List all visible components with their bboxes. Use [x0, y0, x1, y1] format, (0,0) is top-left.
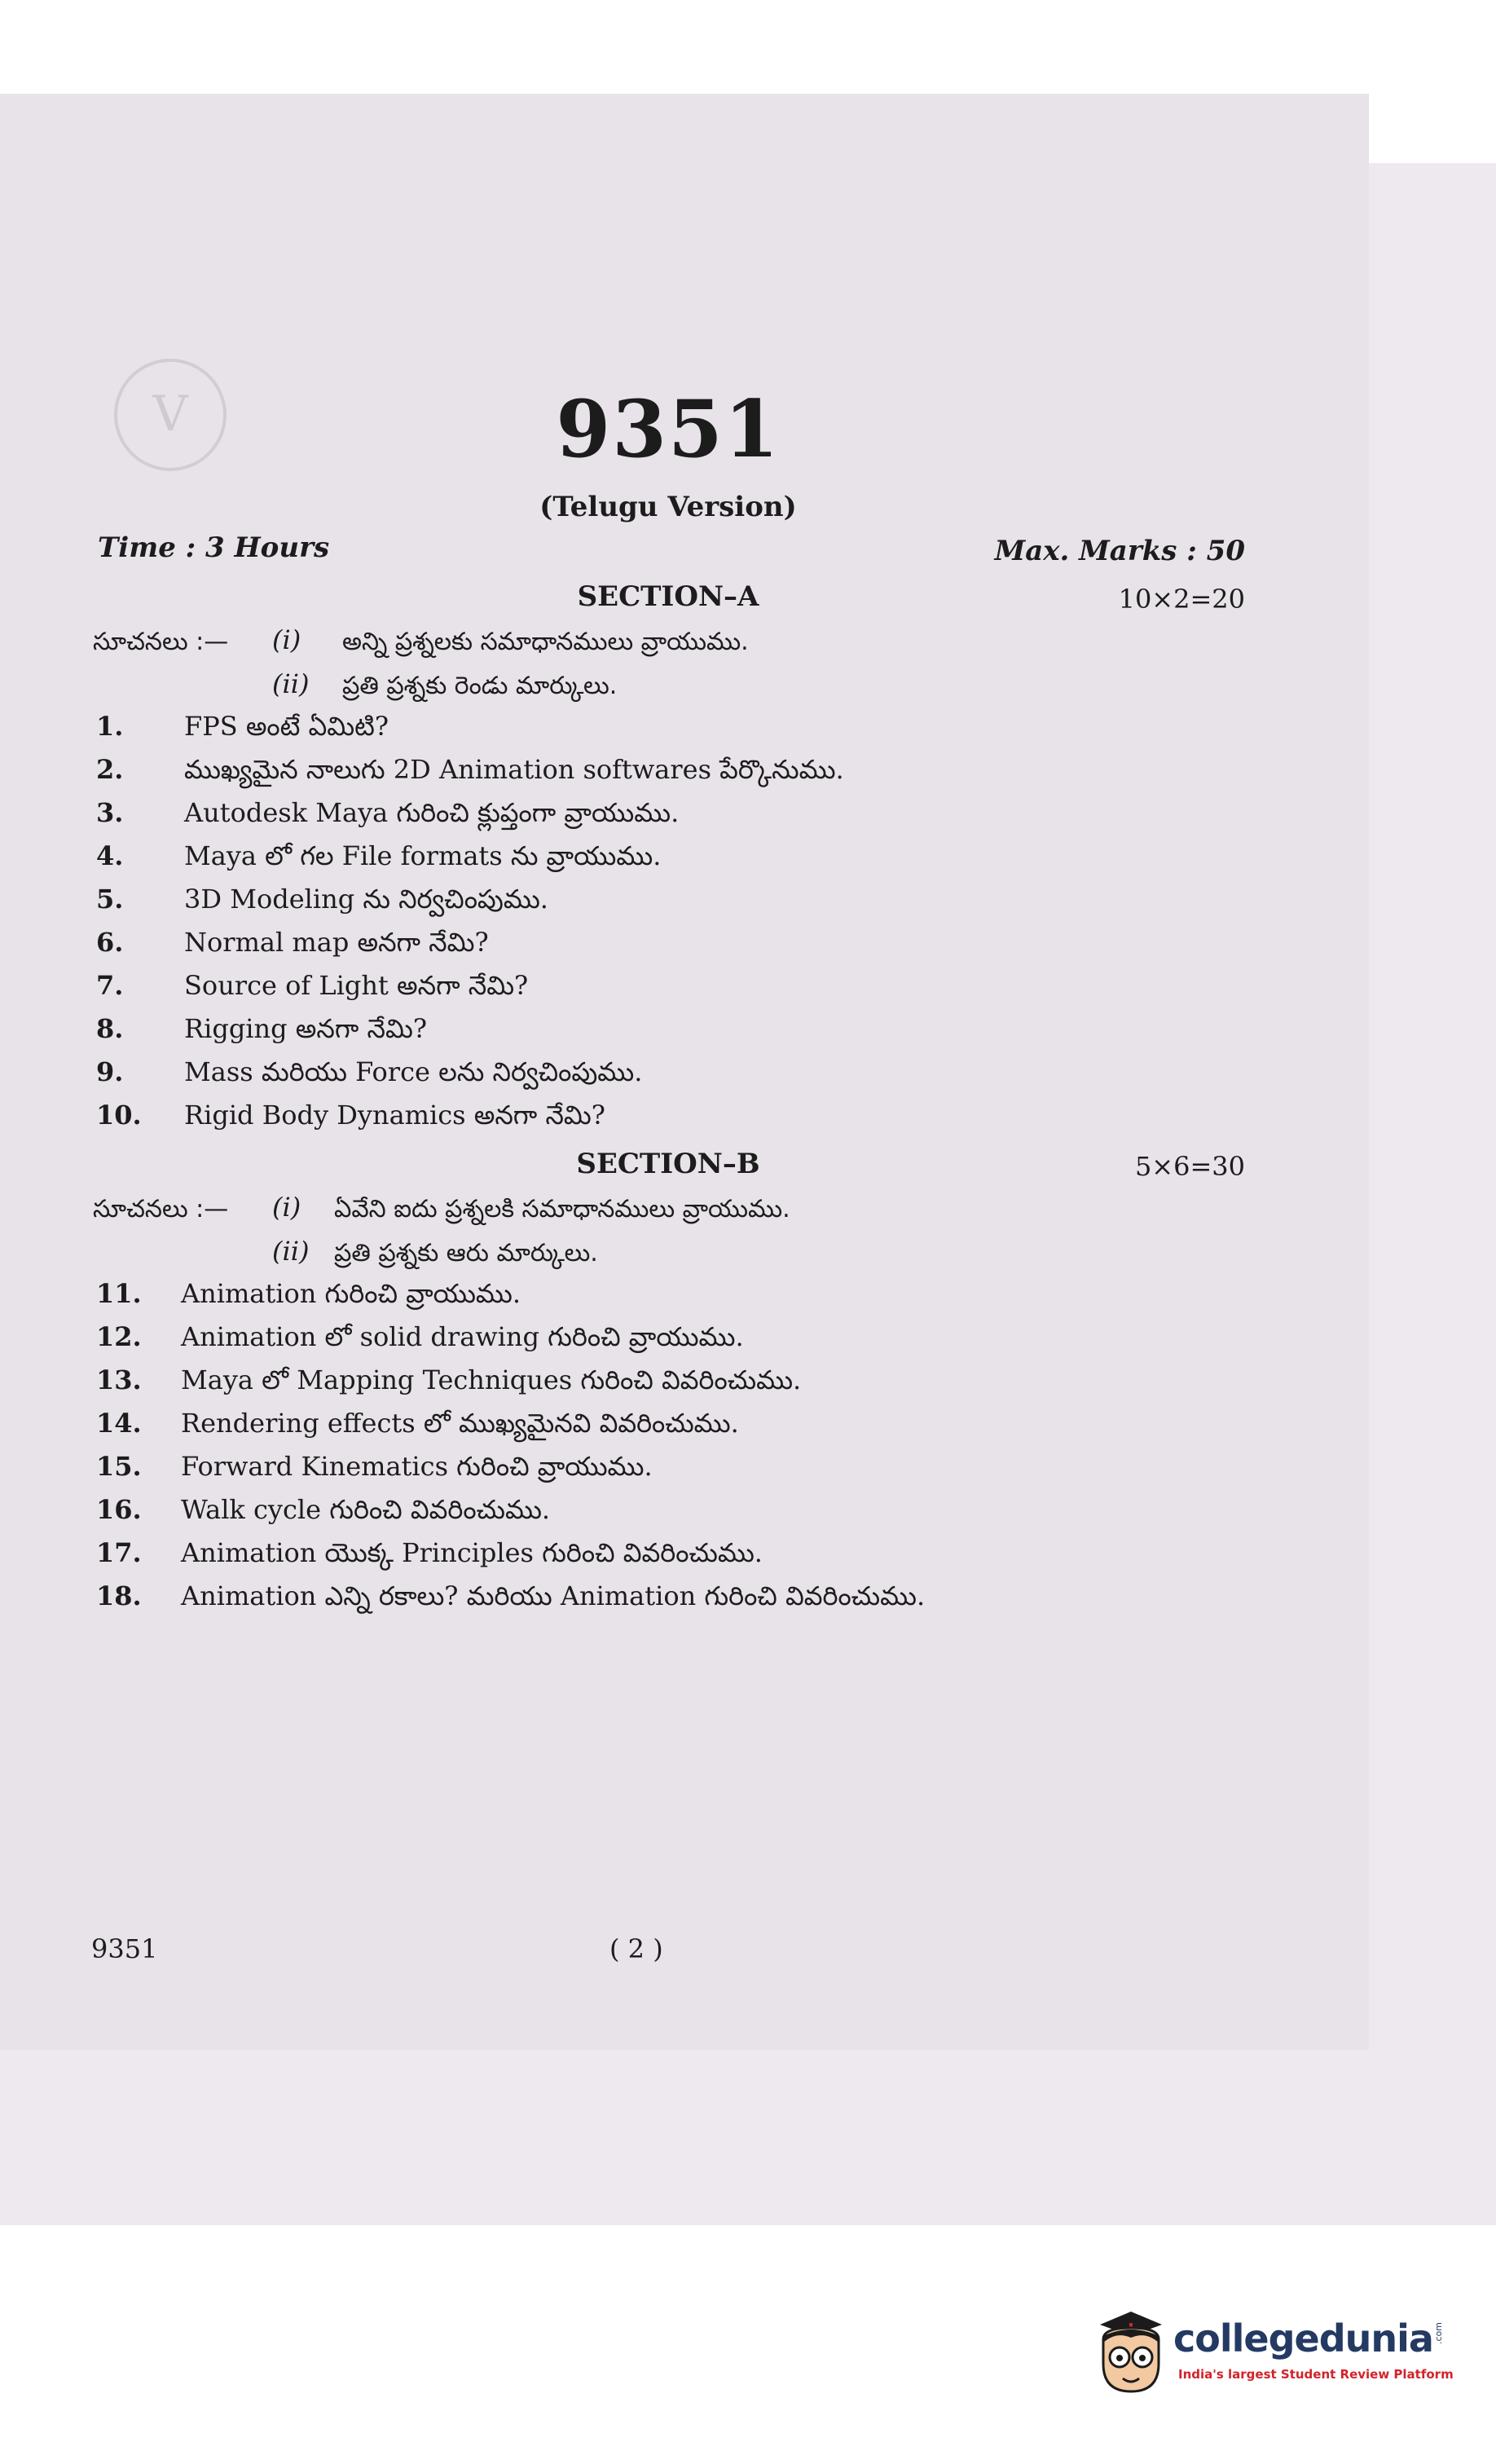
question-text: Maya లో Mapping Techniques గురించి వివరించుము.: [181, 1364, 802, 1395]
faded-stamp: V: [114, 359, 227, 471]
section-a-note-text: అన్ని ప్రశ్నలకు సమాధానములు వ్రాయుము.: [342, 628, 749, 656]
question-number: 2.: [96, 754, 124, 785]
question-text: Autodesk Maya గురించి క్లుప్తంగా వ్రాయుము.: [184, 797, 680, 828]
question-number: 7.: [96, 970, 124, 1001]
question-number: 8.: [96, 1013, 124, 1044]
question-text: Rigid Body Dynamics అనగా నేమి?: [184, 1100, 605, 1131]
section-a-weight: 10×2=20: [1118, 584, 1245, 615]
paper-version: (Telugu Version): [539, 491, 797, 523]
collegedunia-logo: [1092, 2307, 1454, 2396]
question-text: FPS అంటే ఏమిటి?: [184, 711, 389, 742]
question-number: 4.: [96, 840, 124, 871]
logo-wordmark: collegedunia: [1173, 2316, 1433, 2360]
page-number: ( 2 ): [609, 1933, 663, 1964]
question-text: Animation గురించి వ్రాయుము.: [181, 1278, 521, 1309]
question-number: 3.: [96, 797, 124, 828]
question-number: 12.: [96, 1321, 142, 1352]
question-text: Rigging అనగా నేమి?: [184, 1013, 427, 1044]
paper-code: 9351: [556, 383, 781, 475]
section-b-title: SECTION–B: [576, 1148, 760, 1180]
section-b-note-number: (i): [272, 1192, 301, 1223]
footer-paper-code: 9351: [91, 1933, 158, 1964]
logo-tagline: India's largest Student Review Platform: [1178, 2367, 1454, 2382]
section-a-note-label: సూచనలు :—: [93, 628, 229, 656]
question-text: Walk cycle గురించి వివరించుము.: [181, 1494, 551, 1525]
question-number: 18.: [96, 1580, 142, 1611]
section-a-note-text: ప్రతి ప్రశ్నకు రెండు మార్కులు.: [342, 672, 618, 700]
question-text: Animation ఎన్ని రకాలు? మరియు Animation గురించి వివరించుము.: [181, 1580, 926, 1611]
question-text: Animation యొక్క Principles గురించి వివరించుము.: [181, 1537, 763, 1568]
question-text: Animation లో solid drawing గురించి వ్రాయుము.: [181, 1321, 744, 1352]
question-text: ముఖ్యమైన నాలుగు 2D Animation softwares పేర్కొనుము.: [184, 754, 844, 785]
question-text: Rendering effects లో ముఖ్యమైనవి వివరించుము.: [181, 1408, 739, 1439]
question-text: Source of Light అనగా నేమి?: [184, 970, 529, 1001]
question-number: 14.: [96, 1408, 142, 1439]
exam-duration: Time : 3 Hours: [98, 531, 330, 564]
question-number: 15.: [96, 1451, 142, 1482]
logo-domain: .com: [1433, 2322, 1444, 2344]
question-number: 1.: [96, 711, 124, 742]
section-b-note-number: (ii): [272, 1236, 310, 1267]
section-b-note-text: ప్రతి ప్రశ్నకు ఆరు మార్కులు.: [334, 1239, 598, 1267]
section-a-note-number: (ii): [272, 668, 310, 699]
question-text: Maya లో గల File formats ను వ్రాయుము.: [184, 840, 662, 871]
question-number: 6.: [96, 927, 124, 958]
question-text: 3D Modeling ను నిర్వచింపుము.: [184, 884, 548, 915]
question-number: 13.: [96, 1364, 142, 1395]
section-b-note-label: సూచనలు :—: [93, 1195, 229, 1223]
question-number: 11.: [96, 1278, 142, 1309]
question-number: 17.: [96, 1537, 142, 1568]
question-text: Forward Kinematics గురించి వ్రాయుము.: [181, 1451, 653, 1482]
question-number: 16.: [96, 1494, 142, 1525]
section-b-weight: 5×6=30: [1134, 1151, 1245, 1182]
question-number: 9.: [96, 1056, 124, 1087]
question-text: Normal map అనగా నేమి?: [184, 927, 489, 958]
section-a-note-number: (i): [272, 624, 301, 655]
section-a-title: SECTION–A: [577, 580, 759, 613]
question-text: Mass మరియు Force లను నిర్వచింపుము.: [184, 1056, 643, 1087]
student-mascot-icon: [1092, 2307, 1165, 2396]
question-number: 5.: [96, 884, 124, 915]
section-b-note-text: ఏవేని ఐదు ప్రశ్నలకి సమాధానములు వ్రాయుము.: [334, 1195, 790, 1223]
question-number: 10.: [96, 1100, 142, 1131]
max-marks: Max. Marks : 50: [994, 535, 1245, 567]
